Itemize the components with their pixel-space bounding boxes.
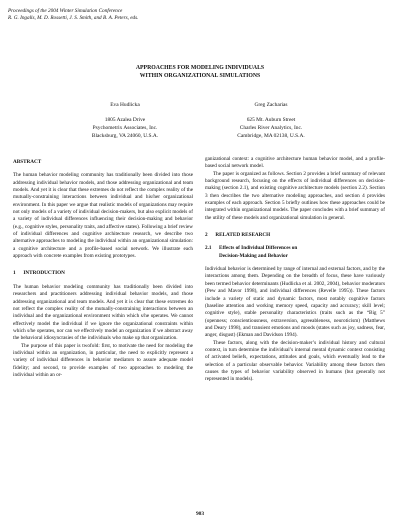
related-paragraph-2: These factors, along with the decision-maker’s individual history and cultural context, in turn determine the individual’s internal mental dynamic context consisting of activated beliefs, expectations, attitudes and goals, which eventually lead to the selection of a particular observable behavior. Variability among these factors then causes the types of behavior variability observed in humans (but generally not represented in models). xyxy=(205,339,385,383)
author-address-line: 625 Mt. Auburn Street xyxy=(246,117,296,123)
author-name: Greg Zacharias xyxy=(254,102,288,108)
author-name: Eva Hudlicka xyxy=(110,102,140,108)
proceedings-line-1: Proceedings of the 2004 Winter Simulation Conference xyxy=(8,8,123,14)
related-research-heading: 2 RELATED RESEARCH xyxy=(205,232,271,239)
title-line-1: APPROACHES FOR MODELING INDIVIDUALS xyxy=(135,65,265,71)
subsection-title-line-2: Decision-Making and Behavior xyxy=(219,252,288,259)
paper-title xyxy=(0,64,400,80)
proceedings-header xyxy=(8,8,138,22)
abstract-heading: ABSTRACT xyxy=(13,159,42,165)
author-block-1 xyxy=(50,101,200,140)
abstract-text: The human behavior modeling community has traditionally been divided into those addressing individual behavior models, and those addressing organizational and team models. And yet it is clear that these extremes do not reflect the complex reality of the mutually-constraining interactions between individual and his/her organizational environment. In this paper we argue that realistic models of organizations may require not only models of a variety of individual decision-makers, but also explicit models of a variety of individual differences influencing their decision-making and behavior (e.g., cognitive styles, personality traits, and affective states). Following a brief review of individual differences and cognitive architecture research, we describe two alternative approaches to modeling the individual within an organizational simulation: a cognitive architecture and a profile-based social network. We illustrate each approach with concrete examples from existing prototypes. xyxy=(13,172,193,260)
intro-continuation: ganizational context: a cognitive architecture human behavior model, and a profile-based social network model. xyxy=(205,156,385,170)
proceedings-line-2: R. G. Ingalls, M. D. Rossetti, J. S. Smith, and B. A. Peters, eds. xyxy=(8,15,139,21)
author-affiliation: Psychometrix Associates, Inc. xyxy=(92,125,158,131)
right-column xyxy=(205,156,385,384)
subsection-heading xyxy=(205,245,385,260)
author-affiliation: Charles River Analytics, Inc. xyxy=(239,125,303,131)
organization-paragraph: The paper is organized as follows. Section 2 provides a brief summary of relevant background research, focusing on the effects of individual differences on decision-making (section 2.1), and existing cognitive architecture models (section 2.2). Section 3 then describes the two alternative modeling approaches, and section 4 provides examples of each approach. Section 5 briefly outlines how these approaches could be integrated within organizational models. The paper concludes with a brief summary of the utility of these models and organizational simulation in general. xyxy=(205,170,385,221)
intro-paragraph-2: The purpose of this paper is twofold: first, to motivate the need for modeling the individual within an organization, in particular, the need to explicitly represent a variety of individual differences in behavior mediators to assure adequate model fidelity; and second, to provide examples of two approaches to modeling the individual within an or- xyxy=(13,342,193,378)
left-column xyxy=(13,156,193,379)
author-city: Blacksburg, VA 24060, U.S.A. xyxy=(91,133,159,139)
subsection-title-line-1: Effects of Individual Differences on xyxy=(219,245,298,252)
author-address-line: 1805 Azalea Drive xyxy=(104,117,146,123)
title-line-2: WITHIN ORGANIZATIONAL SIMULATIONS xyxy=(139,73,261,79)
page-number: 903 xyxy=(195,511,205,517)
intro-paragraph-1: The human behavior modeling community has traditionally been divided into researchers and practitioners addressing individual behavior models, and those addressing organizational and team models. And yet it is clear that these extremes do not reflect the complex reality of the mutually-constraining interactions between an individual and the organizational environment within which s/he operates. We cannot effectively model the individual if we ignore the organizational constraints within which s/he operates, nor can we effectively model an organization if we abstract away the behavioral idiosyncrasies of the individuals who make up that organization. xyxy=(13,283,193,342)
author-city: Cambridge, MA 02138, U.S.A. xyxy=(237,133,305,139)
introduction-heading: 1 INTRODUCTION xyxy=(13,270,65,277)
author-block-2 xyxy=(196,101,346,140)
related-paragraph-1: Individual behavior is determined by range of internal and external factors, and by the interactions among them. Depending on the breadth of focus, these have variously been termed behavior determinants (Hudlicka et al. 2002, 2004), behavior moderators (Pew and Mavor 1998), and individual differences (Revelle 1995)). These factors include a variety of static and dynamic factors, most notably cognitive factors (baseline attention and working memory speed, capacity and accuracy; skill level; cognitive style), stable personality characteristics (traits such as the “Big 5” (openness; conscientiousness, extraversion, agreeableness, neuroticism) (Matthews and Deary 1998), and transient emotions and moods (states such as joy, sadness, fear, anger, disgust) (Ekman and Davidson 1994). xyxy=(205,266,385,339)
subsection-number: 2.1 xyxy=(205,245,212,252)
